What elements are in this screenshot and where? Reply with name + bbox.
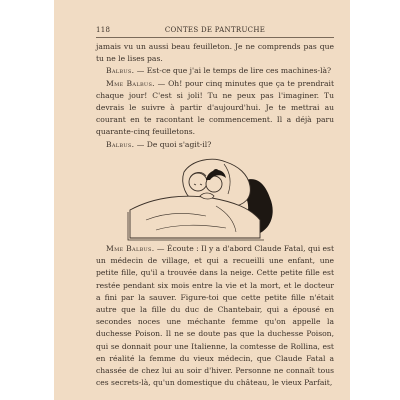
page-number: 118 (96, 26, 111, 34)
running-title: CONTES DE PANTRUCHE (164, 26, 266, 34)
bottom-text-block (96, 243, 334, 389)
paragraph-text: — Est-ce que j'ai le temps de lire ces machines-là? (134, 66, 332, 76)
speaker-name: Balbus. (106, 66, 135, 76)
speaker-name: Mme Balbus. (106, 78, 155, 88)
paragraph-text: jamais vu un aussi beau feuilleton. Je ne comprends pas que tu ne le lises pas. (96, 42, 334, 64)
paragraph (96, 243, 334, 389)
speaker-name: Mme Balbus. (106, 244, 155, 253)
paragraph (96, 65, 334, 77)
paragraph-text: — Oh! pour cinq minutes que ça te prendrait chaque jour! C'est si joli! Tu ne peux pas l'imaginer. Tu devrais le suivre à partir d'aujourd'hui. Je te mettrai au courant en te racontant le commencement. Il a déjà paru quarante-cinq feuilletons. (96, 78, 334, 137)
paragraph (96, 41, 334, 65)
bed-illustration (126, 150, 286, 242)
paragraph (96, 78, 334, 139)
top-text-block (96, 41, 334, 151)
book-page (54, 0, 350, 400)
paragraph-text: — Écoute : Il y a d'abord Claude Fatal, qui est un médecin de village, et qui a recueilli une enfant, une petite fille, qu'il a trouvée dans la neige. Cette petite fille est restée pendant six mois entre la vie et la mort, et le docteur a fini par la sauver. Figure-toi que cette petite fille n'était autre que la fille du duc de Chantebair, qui a épousé en secondes noces une méchante femme qu'on appelle la duchesse Poison. Il ne se doute pas que la duchesse Poison, qui se donnait pour une Italienne, la comtesse de Rollina, est en réalité la femme du vieux médecin, que Claude Fatal a chassée de chez lui au soir d'hiver. Personne ne connaît tous ces secrets-là, qu'un domestique du château, le vieux Parfait, (96, 244, 334, 388)
header-rule (96, 37, 334, 38)
speaker-name: Balbus. (106, 139, 135, 149)
paragraph (96, 139, 334, 151)
paragraph-text: — De quoi s'agit-il? (134, 139, 212, 149)
